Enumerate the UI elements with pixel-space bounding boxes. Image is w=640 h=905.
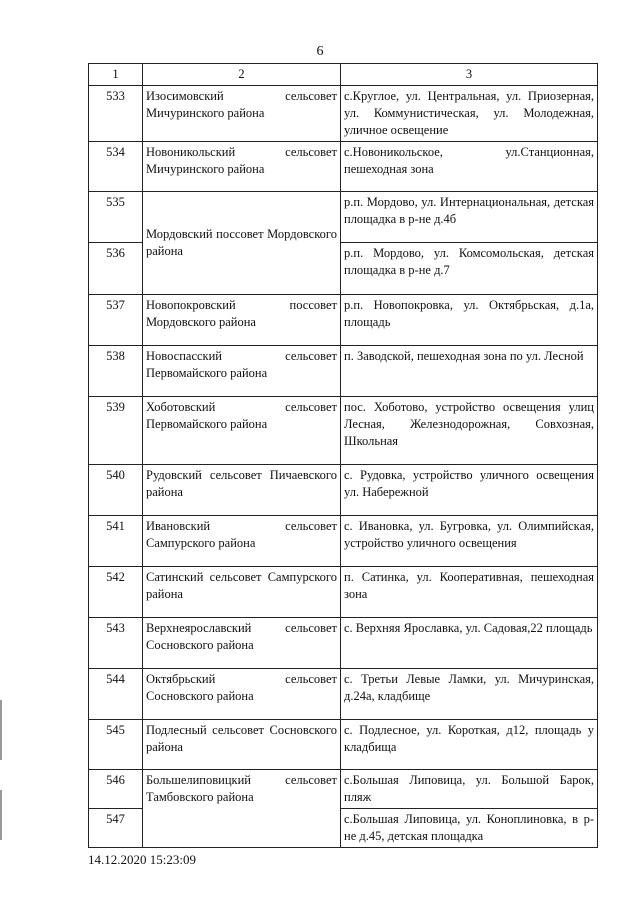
document-table — [88, 63, 598, 848]
description-cell: с. Подлесное, ул. Короткая, д12, площадь у кладбища — [341, 720, 598, 770]
print-timestamp: 14.12.2020 15:23:09 — [88, 852, 196, 867]
table-row — [89, 720, 598, 770]
row-number: 546 — [89, 770, 143, 809]
description-cell: р.п. Мордово, ул. Комсомольская, детская площадка в р-не д.7 — [341, 243, 598, 295]
row-number: 534 — [89, 142, 143, 192]
description-cell: р.п. Новопокровка, ул. Октябрьская, д.1а, площадь — [341, 295, 598, 346]
table-row — [89, 669, 598, 720]
organization-cell: Подлесный сельсовет Сосновского района — [143, 720, 341, 770]
table-row — [89, 346, 598, 397]
description-cell: с.Большая Липовица, ул. Большой Барок, пляж — [341, 770, 598, 809]
row-number: 533 — [89, 86, 143, 142]
organization-cell: Рудовский сельсовет Пичаевского района — [143, 465, 341, 516]
organization-cell: Хоботовский сельсовет Первомайского района — [143, 397, 341, 465]
description-cell: п. Заводской, пешеходная зона по ул. Лесной — [341, 346, 598, 397]
organization-cell: Новоспасский сельсовет Первомайского района — [143, 346, 341, 397]
row-number: 542 — [89, 567, 143, 618]
table-row — [89, 295, 598, 346]
description-cell: с.Круглое, ул. Центральная, ул. Приозерная, ул. Коммунистическая, ул. Молодежная, уличное освещение — [341, 86, 598, 142]
scan-edge-mark — [0, 700, 2, 760]
organization-cell: Сатинский сельсовет Сампурского района — [143, 567, 341, 618]
row-number: 545 — [89, 720, 143, 770]
description-cell: п. Сатинка, ул. Кооперативная, пешеходная зона — [341, 567, 598, 618]
row-number: 541 — [89, 516, 143, 567]
organization-cell: Новоникольский сельсовет Мичуринского района — [143, 142, 341, 192]
scan-edge-mark — [0, 790, 2, 840]
row-number: 538 — [89, 346, 143, 397]
organization-cell: Ивановский сельсовет Сампурского района — [143, 516, 341, 567]
row-number: 539 — [89, 397, 143, 465]
organization-cell: Изосимовский сельсовет Мичуринского района — [143, 86, 341, 142]
description-cell: с.Большая Липовица, ул. Коноплиновка, в р-не д.45, детская площадка — [341, 809, 598, 848]
page-number: 6 — [316, 44, 324, 59]
description-cell: с. Третьи Левые Ламки, ул. Мичуринская, д.24а, кладбище — [341, 669, 598, 720]
row-number: 540 — [89, 465, 143, 516]
description-cell: пос. Хоботово, устройство освещения улиц Лесная, Железнодорожная, Совхозная, Школьная — [341, 397, 598, 465]
row-number: 536 — [89, 243, 143, 295]
table-row — [89, 516, 598, 567]
description-cell: с. Верхняя Ярославка, ул. Садовая,22 площадь — [341, 618, 598, 669]
header-cell: 3 — [341, 64, 598, 86]
table-row — [89, 567, 598, 618]
organization-cell: Мордовский поссовет Мордовского района — [143, 192, 341, 295]
table-row — [89, 397, 598, 465]
row-number: 535 — [89, 192, 143, 243]
description-cell: с.Новоникольское, ул.Станционная, пешеходная зона — [341, 142, 598, 192]
header-cell: 1 — [89, 64, 143, 86]
row-number: 543 — [89, 618, 143, 669]
organization-cell: Новопокровский поссовет Мордовского района — [143, 295, 341, 346]
table-row — [89, 770, 598, 809]
organization-cell: Большелиповицкий сельсовет Тамбовского района — [143, 770, 341, 848]
row-number: 544 — [89, 669, 143, 720]
description-cell: с. Рудовка, устройство уличного освещения ул. Набережной — [341, 465, 598, 516]
header-row — [89, 64, 598, 86]
organization-cell: Октябрьский сельсовет Сосновского района — [143, 669, 341, 720]
table-row — [89, 142, 598, 192]
row-number: 537 — [89, 295, 143, 346]
header-cell: 2 — [143, 64, 341, 86]
table-row — [89, 86, 598, 142]
table-row — [89, 192, 598, 243]
description-cell: р.п. Мордово, ул. Интернациональная, детская площадка в р-не д.4б — [341, 192, 598, 243]
row-number: 547 — [89, 809, 143, 848]
table-row — [89, 465, 598, 516]
description-cell: с. Ивановка, ул. Бугровка, ул. Олимпийская, устройство уличного освещения — [341, 516, 598, 567]
table-row — [89, 618, 598, 669]
organization-cell: Верхнеярославский сельсовет Сосновского района — [143, 618, 341, 669]
